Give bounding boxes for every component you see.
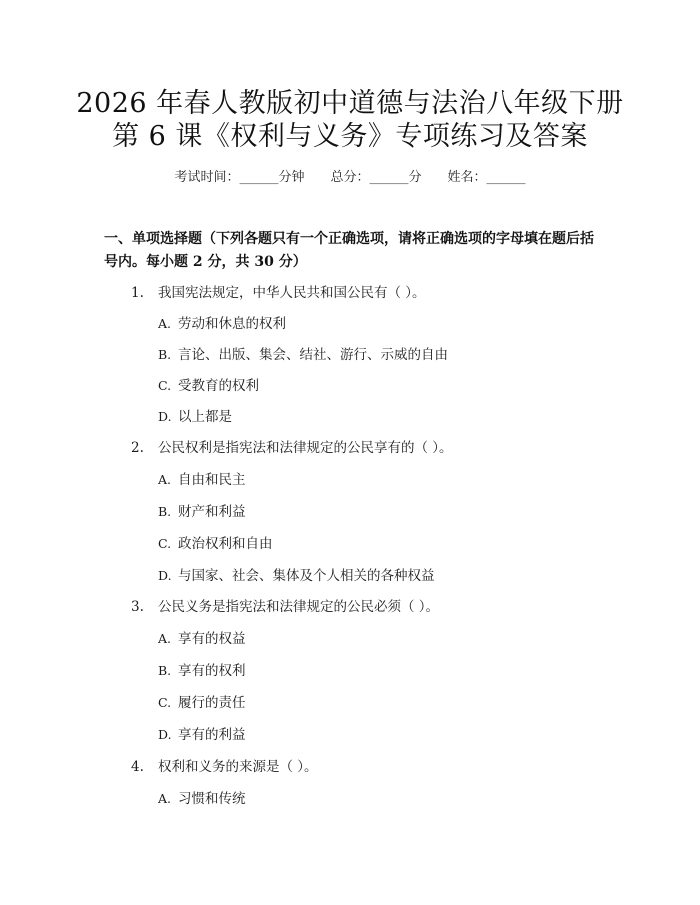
option-label: C.: [158, 378, 172, 393]
option-text: 劳动和休息的权利: [178, 316, 286, 332]
question-1-option-b: [158, 345, 448, 365]
question-2-option-b: [158, 502, 246, 522]
question-number: 2.: [131, 440, 144, 456]
question-3-option-b: [158, 661, 246, 681]
exam-time-field: 考试时间：______分钟: [174, 170, 305, 185]
option-label: B.: [158, 347, 172, 362]
question-3-option-a: [158, 629, 246, 649]
option-text: 政治权利和自由: [178, 536, 273, 552]
question-number: 4.: [131, 759, 144, 775]
option-label: C.: [158, 536, 172, 551]
question-2: [131, 438, 453, 458]
question-text: 公民义务是指宪法和法律规定的公民必须（ ）。: [158, 599, 440, 615]
option-text: 享有的权利: [178, 663, 246, 679]
total-score-field: 总分：______分: [330, 170, 422, 185]
option-label: A.: [158, 316, 172, 331]
option-text: 财产和利益: [178, 504, 246, 520]
question-1-option-a: [158, 314, 286, 334]
question-2-option-a: [158, 470, 246, 490]
question-text: 权利和义务的来源是（ ）。: [158, 759, 318, 775]
option-label: D.: [158, 568, 172, 583]
option-text: 以上都是: [178, 409, 232, 425]
question-4: [131, 757, 318, 777]
question-number: 1.: [131, 285, 144, 301]
question-text: 我国宪法规定，中华人民共和国公民有（ ）。: [158, 285, 426, 301]
option-text: 自由和民主: [178, 472, 246, 488]
option-text: 享有的利益: [178, 727, 246, 743]
option-text: 习惯和传统: [178, 791, 246, 807]
option-label: A.: [158, 631, 172, 646]
document-title-line-1: 2026 年春人教版初中道德与法治八年级下册: [76, 88, 624, 119]
question-2-option-c: [158, 534, 273, 554]
option-label: D.: [158, 727, 172, 742]
option-label: B.: [158, 663, 172, 678]
question-3-option-d: [158, 725, 246, 745]
question-1-option-d: [158, 407, 232, 427]
question-2-option-d: [158, 566, 435, 586]
option-text: 与国家、社会、集体及个人相关的各种权益: [178, 568, 435, 584]
option-text: 受教育的权利: [178, 378, 259, 394]
question-1-option-c: [158, 376, 259, 396]
option-label: B.: [158, 504, 172, 519]
question-text: 公民权利是指宪法和法律规定的公民享有的（ ）。: [158, 440, 453, 456]
question-1: [131, 283, 426, 303]
exam-info-line: [0, 168, 700, 188]
question-4-option-a: [158, 789, 246, 809]
question-number: 3.: [131, 599, 144, 615]
section-heading-single-choice: 一、单项选择题（下列各题只有一个正确选项，请将正确选项的字母填在题后括号内。每小题 2 分，共 30 分）: [104, 231, 594, 270]
document-title-line-2: 第 6 课《权利与义务》专项练习及答案: [112, 121, 588, 152]
option-text: 言论、出版、集会、结社、游行、示威的自由: [178, 347, 448, 363]
option-label: A.: [158, 472, 172, 487]
question-3-option-c: [158, 693, 246, 713]
option-label: D.: [158, 409, 172, 424]
question-3: [131, 597, 439, 617]
student-name-field: 姓名：______: [447, 170, 526, 185]
option-label: A.: [158, 791, 172, 806]
option-label: C.: [158, 695, 172, 710]
option-text: 履行的责任: [178, 695, 246, 711]
option-text: 享有的权益: [178, 631, 246, 647]
